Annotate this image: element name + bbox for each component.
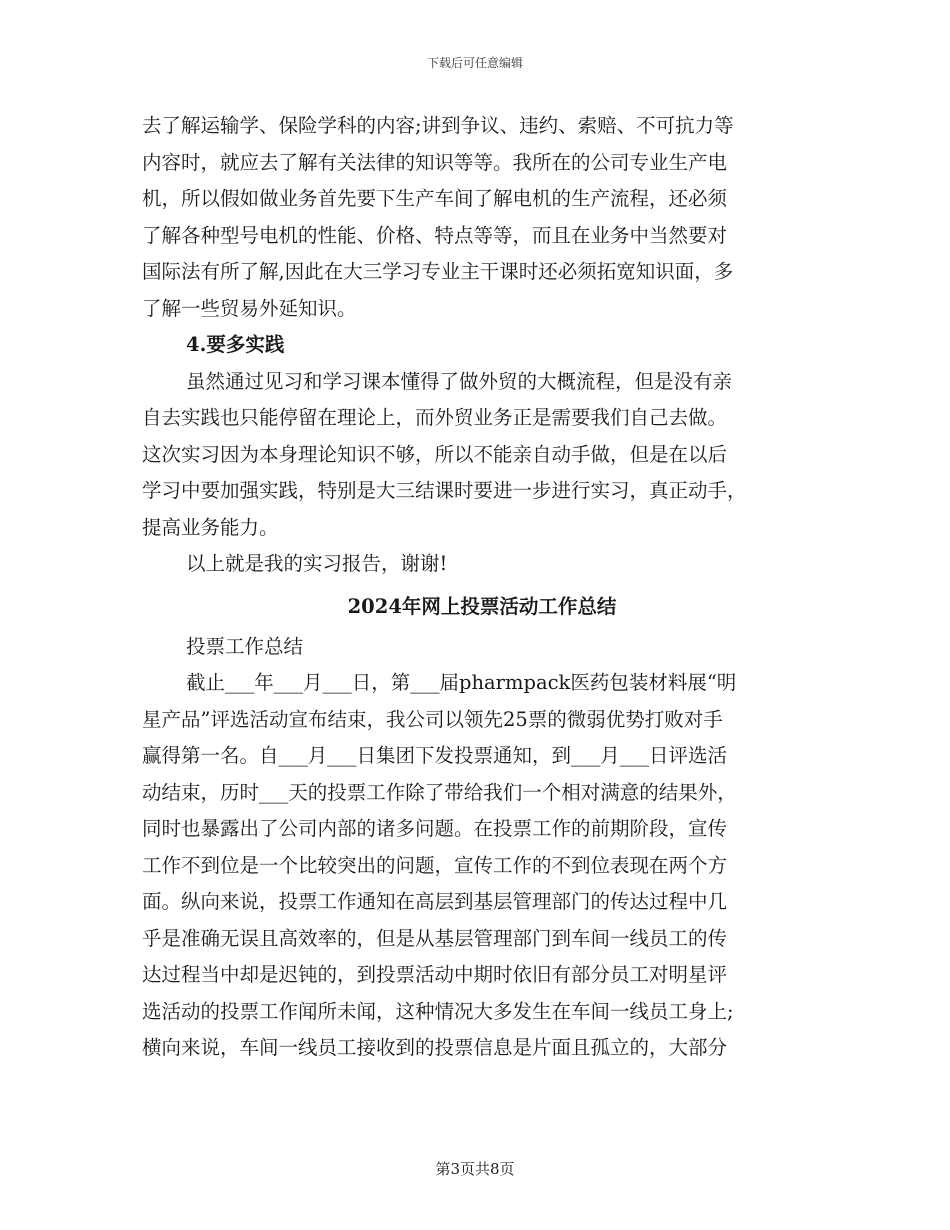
paragraph-line: 工作不到位是一个比较突出的问题，宣传工作的不到位表现在两个方 [142, 853, 728, 877]
paragraph-line: 自去实践也只能停留在理论上，而外贸业务正是需要我们自己去做。 [142, 406, 728, 429]
paragraph-line: 星产品”评选活动宣布结束，我公司以领先25票的微弱优势打败对手 [142, 707, 723, 731]
section-2 [142, 327, 822, 583]
paragraph-line: 同时也暴露出了公司内部的诸多问题。在投票工作的前期阶段，宣传 [142, 817, 728, 840]
paragraph-line: 截止___年___月___日，第___届pharmpack医药包装材料展“明 [186, 671, 737, 694]
document-body [142, 108, 822, 1067]
paragraph-line: 提高业务能力。 [142, 515, 279, 539]
paragraph-line: 面。纵向来说，投票工作通知在高层到基层管理部门的传达过程中几 [142, 890, 728, 913]
article-subtitle: 投票工作总结 [186, 634, 304, 658]
paragraph-line: 达过程当中却是迟钝的，到投票活动中期时依旧有部分员工对明星评 [142, 963, 728, 986]
closing-line: 以上就是我的实习报告，谢谢! [186, 552, 448, 575]
paragraph-line: 国际法有所了解,因此在大三学习专业主干课时还必须拓宽知识面，多 [142, 260, 734, 283]
page-footer: 第3页共8页 [435, 1160, 515, 1178]
paragraph-line: 赢得第一名。自___月___日集团下发投票通知，到___月___日评选活 [142, 744, 728, 767]
paragraph-line: 横向来说，车间一线员工接收到的投票信息是片面且孤立的，大部分 [142, 1036, 728, 1059]
page-header: 下载后可任意编辑 [426, 56, 523, 70]
paragraph-line: 动结束，历时___天的投票工作除了带给我们一个相对满意的结果外， [142, 780, 737, 804]
paragraph-line: 内容时，就应去了解有关法律的知识等等。我所在的公司专业生产电 [142, 150, 728, 174]
paragraph-line: 机，所以假如做业务首先要下生产车间了解电机的生产流程，还必须 [142, 187, 728, 210]
paragraph-line: 学习中要加强实践，特别是大三结课时要进一步进行实习，真正动手， [142, 479, 747, 502]
paragraph-line: 乎是准确无误且高效率的，但是从基层管理部门到车间一线员工的传 [142, 926, 728, 950]
paragraph-line: 这次实习因为本身理论知识不够，所以不能亲自动手做，但是在以后 [142, 442, 728, 466]
paragraph-line: 虽然通过见习和学习课本懂得了做外贸的大概流程，但是没有亲 [186, 369, 733, 393]
paragraph-line: 了解一些贸易外延知识。 [142, 296, 357, 320]
paragraph-line: 选活动的投票工作闻所未闻，这种情况大多发生在车间一线员工身上; [142, 999, 734, 1023]
article-title: 2024年网上投票活动工作总结 [347, 594, 617, 618]
paragraph-line: 了解各种型号电机的性能、价格、特点等等，而且在业务中当然要对 [142, 223, 728, 247]
paragraph-line: 去了解运输学、保险学科的内容;讲到争议、违约、索赔、不可抗力等 [142, 114, 734, 137]
section-1 [142, 108, 822, 327]
section-heading: 4.要多实践 [186, 333, 285, 356]
article-body [142, 629, 822, 1067]
